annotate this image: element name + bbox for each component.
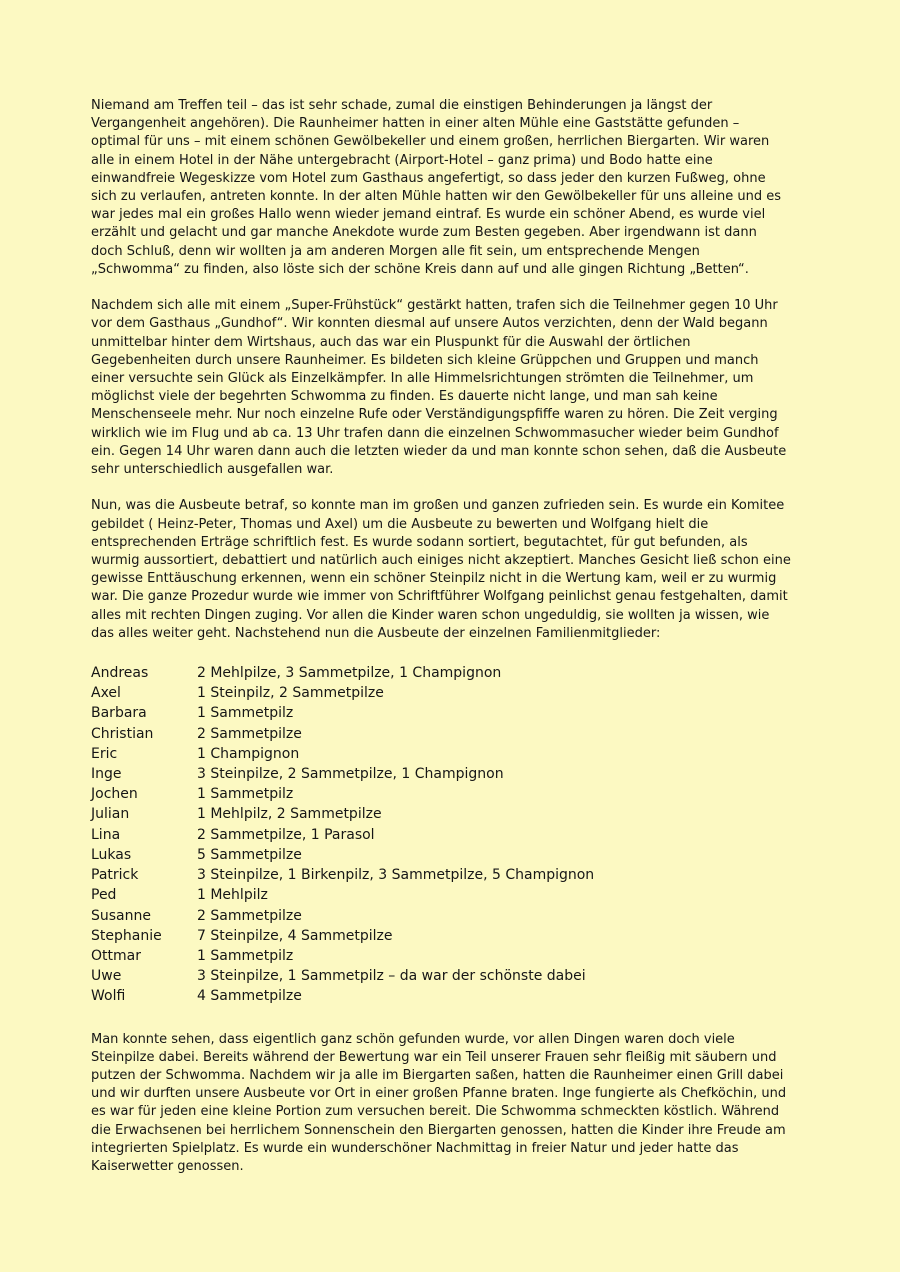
member-name: Susanne [91, 907, 151, 924]
list-item [91, 764, 791, 784]
list-item [91, 986, 791, 1006]
list-item [91, 683, 791, 703]
member-name: Ottmar [91, 947, 141, 964]
member-name: Wolfi [91, 988, 126, 1005]
list-item [91, 724, 791, 744]
member-yield: 1 Mehlpilz, 2 Sammetpilze [197, 806, 382, 823]
member-yield: 2 Sammetpilze, 1 Parasol [197, 826, 375, 843]
member-yield: 3 Steinpilze, 2 Sammetpilze, 1 Champignon [197, 766, 504, 783]
member-name: Stephanie [91, 927, 162, 944]
member-name: Patrick [91, 867, 139, 884]
member-name: Eric [91, 745, 118, 762]
member-name: Lina [91, 826, 121, 843]
member-yield: 1 Sammetpilz [197, 705, 294, 722]
list-item [91, 966, 791, 986]
list-item [91, 744, 791, 764]
member-yield: 7 Steinpilze, 4 Sammetpilze [197, 927, 393, 944]
document-body [91, 97, 791, 1194]
list-item [91, 865, 791, 885]
member-name: Uwe [91, 968, 122, 985]
member-yield: 1 Champignon [197, 745, 300, 762]
list-item [91, 804, 791, 824]
member-name: Julian [91, 806, 130, 823]
list-item [91, 663, 791, 683]
list-item [91, 885, 791, 905]
list-item [91, 906, 791, 926]
list-item [91, 703, 791, 723]
paragraph-closing: Man konnte sehen, dass eigentlich ganz schön gefunden wurde, vor allen Dingen waren doch viele Steinpilze dabei. Bereits während der Bewertung war ein Teil unserer Frauen sehr fleißig mit säubern und putzen der Schwomma. Nachdem wir ja alle im Biergarten saßen, hatten die Raunheimer einen Grill dabei und wir durften unsere Ausbeute vor Ort in einer großen Pfanne braten. Inge fungierte als Chefköchin, und es war für jeden eine kleine Portion zum versuchen bereit. Die Schwomma schmeckten köstlich. Während die Erwachsenen bei herrlichem Sonnenschein den Biergarten genossen, hatten die Kinder ihre Freude am integrierten Spielplatz. Es wurde ein wunderschöner Nachmittag in freier Natur und jeder hatte das Kaiserwetter genossen. [91, 1031, 787, 1174]
list-item [91, 926, 791, 946]
member-name: Christian [91, 725, 154, 742]
member-yield: 2 Mehlpilze, 3 Sammetpilze, 1 Champignon [197, 665, 502, 682]
member-yield: 1 Sammetpilz [197, 786, 294, 803]
member-yield: 4 Sammetpilze [197, 988, 302, 1005]
member-name: Inge [91, 766, 122, 783]
member-yield: 2 Sammetpilze [197, 907, 302, 924]
member-name: Ped [91, 887, 117, 904]
member-yield: 5 Sammetpilze [197, 846, 302, 863]
results-list [91, 663, 791, 1006]
member-name: Lukas [91, 846, 132, 863]
member-name: Barbara [91, 705, 147, 722]
member-yield: 1 Sammetpilz [197, 947, 294, 964]
member-yield: 1 Steinpilz, 2 Sammetpilze [197, 685, 384, 702]
list-item [91, 825, 791, 845]
member-yield: 1 Mehlpilz [197, 887, 268, 904]
list-item [91, 946, 791, 966]
member-name: Jochen [91, 786, 138, 803]
paragraph-evaluation: Nun, was die Ausbeute betraf, so konnte man im großen und ganzen zufrieden sein. Es wurde ein Komitee gebildet ( Heinz-Peter, Thomas und Axel) um die Ausbeute zu bewerten und Wolfgang hielt die entsprechenden Erträge schriftlich fest. Es wurde sodann sortiert, begutachtet, für gut befunden, als wurmig aussortiert, debattiert und natürlich auch einiges nicht akzeptiert. Manches Gesicht ließ schon eine gewisse Enttäuschung erkennen, wenn ein schöner Steinpilz nicht in die Wertung kam, weil er zu wurmig war. Die ganze Prozedur wurde wie immer von Schriftführer Wolfgang peinlichst genau festgehalten, damit alles mit rechten Dingen zuging. Vor allen die Kinder waren schon ungeduldig, sie wollten ja wissen, wie das alles weiter geht. Nachstehend nun die Ausbeute der einzelnen Familienmitglieder: [91, 498, 791, 641]
member-yield: 3 Steinpilze, 1 Sammetpilz – da war der schönste dabei [197, 968, 586, 985]
member-name: Axel [91, 685, 121, 702]
list-item [91, 784, 791, 804]
paragraph-arrival: Niemand am Treffen teil – das ist sehr schade, zumal die einstigen Behinderungen ja längst der Vergangenheit angehören). Die Raunheimer hatten in einer alten Mühle eine Gaststätte gefunden – optimal für uns – mit einem schönen Gewölbekeller und einem großen, herrlichen Biergarten. Wir waren alle in einem Hotel in der Nähe untergebracht (Airport-Hotel – ganz prima) und Bodo hatte eine einwandfreie Wegeskizze vom Hotel zum Gasthaus angefertigt, so dass jeder den kurzen Fußweg, ohne sich zu verlaufen, antreten konnte. In der alten Mühle hatten wir den Gewölbekeller für uns alleine und es war jedes mal ein großes Hallo wenn wieder jemand eintraf. Es wurde ein schöner Abend, es wurde viel erzählt und gelacht und gar manche Anekdote wurde zum Besten gegeben. Aber irgendwann ist dann doch Schluß, denn wir wollten ja am anderen Morgen alle fit sein, um entsprechende Mengen „Schwomma“ zu finden, also löste sich der schöne Kreis dann auf und alle gingen Richtung „Betten“. [91, 98, 782, 277]
list-item [91, 845, 791, 865]
member-yield: 2 Sammetpilze [197, 725, 302, 742]
paragraph-search: Nachdem sich alle mit einem „Super-Frühstück“ gestärkt hatten, trafen sich die Teilnehmer gegen 10 Uhr vor dem Gasthaus „Gundhof“. Wir konnten diesmal auf unsere Autos verzichten, denn der Wald begann unmittelbar hinter dem Wirtshaus, auch das war ein Pluspunkt für die Auswahl der örtlichen Gegebenheiten durch unsere Raunheimer. Es bildeten sich kleine Grüppchen und Gruppen und manch einer versuchte sein Glück als Einzelkämpfer. In alle Himmelsrichtungen strömten die Teilnehmer, um möglichst viele der begehrten Schwomma zu finden. Es dauerte nicht lange, und man sah keine Menschenseele mehr. Nur noch einzelne Rufe oder Verständigungspfiffe waren zu hören. Die Zeit verging wirklich wie im Flug und ab ca. 13 Uhr trafen dann die einzelnen Schwommasucher wieder beim Gundhof ein. Gegen 14 Uhr waren dann auch die letzten wieder da und man konnte schon sehen, daß die Ausbeute sehr unterschiedlich ausgefallen war. [91, 298, 787, 478]
member-yield: 3 Steinpilze, 1 Birkenpilz, 3 Sammetpilze, 5 Champignon [197, 867, 595, 884]
member-name: Andreas [91, 665, 149, 682]
